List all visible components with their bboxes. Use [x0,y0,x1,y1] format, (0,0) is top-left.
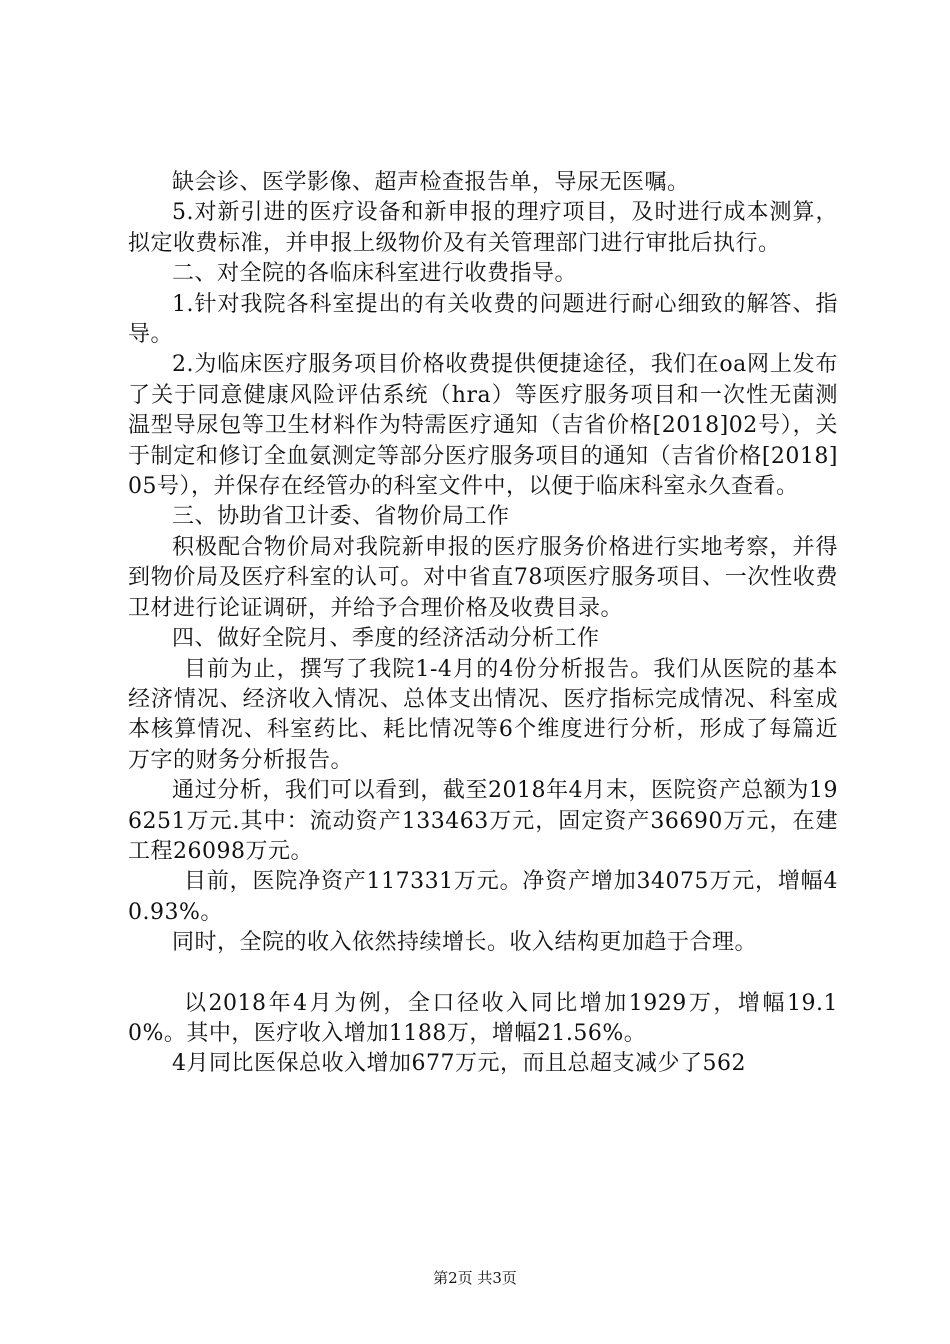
paragraph-medical-insurance: 4月同比医保总收入增加677万元，而且总超支减少了562 [172,1051,746,1077]
paragraph-price-review: 积极配合物价局对我院新申报的医疗服务价格进行实地考察，并得到物价局及医疗科室的认可。对中省直78项医疗服务项目、一次性收费卫材进行论证调研，并给予合理价格及收费目录。 [128,534,838,621]
section-heading-4: 四、做好全院月、季度的经济活动分析工作 [172,626,600,652]
section-heading-3: 三、协助省卫计委、省物价局工作 [172,504,510,530]
paragraph-item-1: 1.针对我院各科室提出的有关收费的问题进行耐心细致的解答、指导。 [128,291,838,348]
paragraph-item-5: 5.对新引进的医疗设备和新申报的理疗项目，及时进行成本测算，拟定收费标准，并申报上级物价及有关管理部门进行审批后执行。 [128,200,838,256]
paragraph-net-assets: 目前，医院净资产117331万元。净资产增加34075万元，增幅40.93%。 [128,869,838,925]
paragraph-continuation: 缺会诊、医学影像、超声检查报告单，导尿无医嘱。 [172,170,690,195]
paragraph-item-2: 2.为临床医疗服务项目价格收费提供便捷途径，我们在oa网上发布了关于同意健康风险评估系统（hra）等医疗服务项目和一次性无菌测温型导尿包等卫生材料作为特需医疗通知（吉省价格[2018]02号），关于制定和修订全血氨测定等部分医疗服务项目的通知（吉省价格[2018]05号），并保存在经管办的科室文件中，以便于临床科室永久查看。 [128,352,838,500]
paragraph-income-growth: 同时，全院的收入依然持续增长。收入结构更加趋于合理。 [172,930,758,956]
paragraph-april-example: 以2018年4月为例，全口径收入同比增加1929万，增幅19.10%。其中，医疗收入增加1188万，增幅21.56%。 [128,990,838,1046]
paragraph-assets: 通过分析，我们可以看到，截至2018年4月末，医院资产总额为196251万元.其中：流动资产133463万元，固定资产36690万元，在建工程26098万元。 [128,778,838,864]
document-body [128,168,838,1080]
page-footer: 第2页 共3页 [433,1269,517,1287]
paragraph-analysis-reports: 目前为止，撰写了我院1-4月的4份分析报告。我们从医院的基本经济情况、经济收入情况、总体支出情况、医疗指标完成情况、科室成本核算情况、科室药比、耗比情况等6个维度进行分析，形成了每篇近万字的财务分析报告。 [128,656,838,773]
section-heading-2: 二、对全院的各临床科室进行收费指导。 [172,261,578,287]
blank-line [128,959,838,989]
